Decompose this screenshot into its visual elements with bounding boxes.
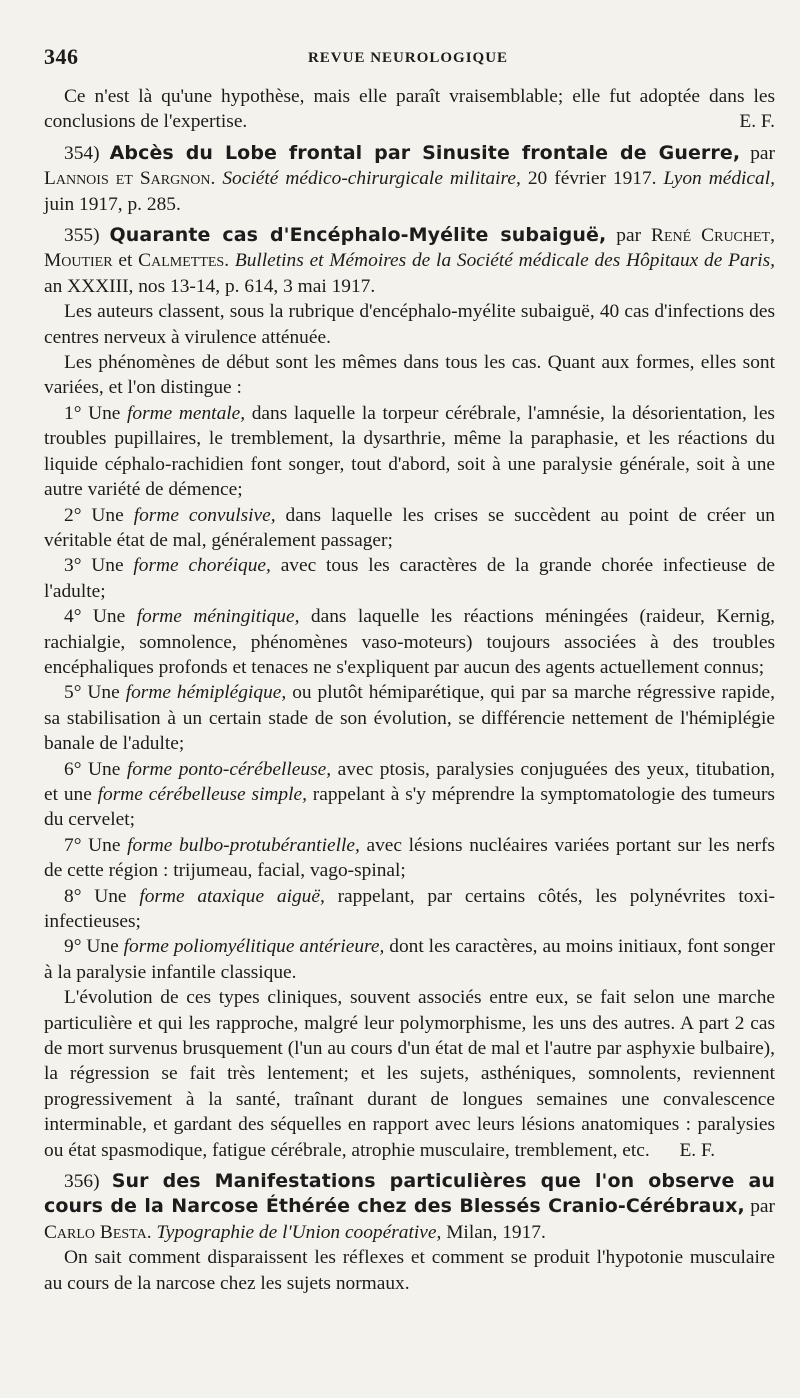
form-lead: 7° Une <box>64 834 121 856</box>
form-lead: 6° Une <box>64 758 121 780</box>
authors-prefix: par <box>616 225 642 247</box>
form-lead: 4° Une <box>64 606 126 628</box>
page-body <box>44 84 775 1296</box>
form-name: forme ataxique aiguë, <box>139 885 325 907</box>
form-item-1 <box>44 401 775 503</box>
form-name: forme méningitique, <box>136 606 300 628</box>
continuation-text: Ce n'est là qu'une hypothèse, mais elle paraît vraisemblable; elle fut adoptée dans les conclusions de l'expertise. <box>44 86 775 133</box>
form-lead: 2° Une <box>64 504 124 526</box>
entry-signature: E. F. <box>679 1139 716 1161</box>
form-text: avec tous les caractères de la grande chorée infectieuse de l'adulte; <box>44 555 775 602</box>
body-paragraph: Les phénomènes de début sont les mêmes dans tous les cas. Quant aux formes, elles sont variées, et l'on distingue : <box>44 352 775 399</box>
form-text: avec lésions nucléaires variées portant sur les nerfs de cette région : trijumeau, facial, vago-spinal; <box>44 834 775 882</box>
form-name: forme convulsive, <box>133 504 276 526</box>
form-text: ou plutôt hémiparétique, qui par sa marche régressive rapide, sa stabilisation à un certain stade de son évolution, se différencie nettement de l'hémiplégie banale de l'adulte; <box>44 682 775 755</box>
form-item-3 <box>44 553 775 604</box>
form-text: dont les caractères, au moins initiaux, font songer à la paralysie infantile classique. <box>44 936 775 983</box>
form-item-5 <box>44 680 775 756</box>
body-paragraph: Les auteurs classent, sous la rubrique d'encéphalo-myélite subaiguë, 40 cas d'infections des centres nerveux à virulence atténuée. <box>44 301 775 348</box>
entry-title: Quarante cas d'Encéphalo-Myélite subaiguë, <box>109 224 607 247</box>
form-item-9 <box>44 934 775 985</box>
form-lead: 3° Une <box>64 555 124 577</box>
form-lead: 1° Une <box>64 402 121 424</box>
conclusion-paragraph <box>44 985 775 1163</box>
entry-355-header <box>44 223 775 299</box>
body-paragraph: On sait comment disparaissent les réflexes et comment se produit l'hypotonie musculaire au cours de la narcose chez les sujets normaux. <box>44 1247 775 1294</box>
entry-reference: an XXXIII, nos 13-14, p. 614, 3 mai 1917. <box>44 275 376 297</box>
form-text: dans laquelle les crises se succèdent au point de créer un véritable état de mal, généralement passager; <box>44 504 775 551</box>
form-lead: 8° Une <box>64 885 127 907</box>
entry-number: 356) <box>64 1171 100 1193</box>
entry-journal: Bulletins et Mémoires de la Société médicale des Hôpitaux de Paris, <box>234 250 775 272</box>
entry-354-header <box>44 141 775 217</box>
page-number: 346 <box>44 44 79 69</box>
form-name-2: forme cérébelleuse simple, <box>97 783 307 805</box>
form-item-7 <box>44 833 775 884</box>
entry-authors: Lannois et Sargnon. <box>44 168 216 190</box>
form-text: avec ptosis, paralysies conjuguées des yeux, titubation, et une <box>44 758 776 805</box>
authors-prefix: par <box>750 1196 775 1218</box>
entry-authors: René Cruchet, Moutier <box>44 225 775 272</box>
entry-journal-2: Lyon médical, <box>663 168 775 190</box>
form-name: forme hémiplégique, <box>125 682 287 704</box>
form-text-2: rappelant à s'y méprendre la symptomatologie des tumeurs du cervelet; <box>44 783 775 831</box>
entry-number: 355) <box>64 225 100 247</box>
entry-authors-2: Calmettes. <box>138 250 230 272</box>
form-text: dans laquelle les réactions méningées (raideur, Kernig, rachialgie, somnolence, phénomènes vaso-moteurs) toujours associées à des troubles encéphaliques profonds et tenaces ne s'expliquent par aucun des agents actuellement connus; <box>44 606 776 678</box>
entry-journal: Société médico-chirurgicale militaire, <box>222 168 521 190</box>
running-title: REVUE NEUROLOGIQUE <box>307 50 509 66</box>
conclusion-text: L'évolution de ces types cliniques, souvent associés entre eux, se fait selon une marche particulière et qui les rapproche, malgré leur polymorphisme, les uns des autres. A part 2 cas de mort survenus brusquement (l'un au cours d'un état de mal et l'autre par asphyxie bulbaire), la régression se fait très lentement; et les sujets, asthéniques, somnolents, reviennent progressivement à la santé, traînant durant de longues semaines une convalescence interminable, et gardant des séquelles en rapport avec leurs lésions anatomiques : paralysies ou état spasmodique, fatigue cérébrale, atrophie musculaire, tremblement, etc. <box>44 987 775 1161</box>
entry-reference: juin 1917, p. 285. <box>44 193 181 215</box>
entry-journal: Typographie de l'Union coopérative, <box>156 1221 442 1243</box>
form-name: forme ponto-cérébelleuse, <box>126 758 332 780</box>
entry-number: 354) <box>64 142 100 164</box>
form-lead: 9° Une <box>64 936 119 958</box>
continuation-signature: E. F. <box>739 111 775 133</box>
form-text: dans laquelle la torpeur cérébrale, l'amnésie, la désorientation, les troubles pupillaires, le tremblement, la dysarthrie, même la paraphasie, et les réactions du liquide céphalo-rachidien font songer, tout d'abord, soit à une paralysie générale, soit à une autre variété de démence; <box>44 402 775 501</box>
form-text: rappelant, par certains côtés, les polynévrites toxi-infectieuses; <box>44 885 775 932</box>
authors-prefix: par <box>750 142 775 164</box>
entry-reference: Milan, 1917. <box>446 1221 546 1243</box>
continuation-paragraph <box>44 84 775 135</box>
form-name: forme choréique, <box>133 555 271 577</box>
form-item-8 <box>44 884 775 935</box>
form-item-6 <box>44 757 775 833</box>
entry-date: 20 février 1917. <box>527 168 657 190</box>
form-item-4 <box>44 604 775 680</box>
entry-356-header <box>44 1169 775 1245</box>
form-name: forme poliomyélitique antérieure, <box>123 936 385 958</box>
entry-title: Sur des Manifestations particulières que l'on observe au cours de la Narcose Éthérée chez des Blessés Cranio-Cérébraux, <box>44 1170 775 1218</box>
form-name: forme mentale, <box>127 402 246 424</box>
entry-title: Abcès du Lobe frontal par Sinusite frontale de Guerre, <box>109 141 741 164</box>
form-item-2 <box>44 503 775 554</box>
page-header <box>44 44 772 74</box>
form-lead: 5° Une <box>64 682 120 704</box>
entry-authors: Carlo Besta. <box>44 1221 152 1243</box>
authors-and: et <box>118 250 133 272</box>
form-name: forme bulbo-protubérantielle, <box>127 834 360 856</box>
